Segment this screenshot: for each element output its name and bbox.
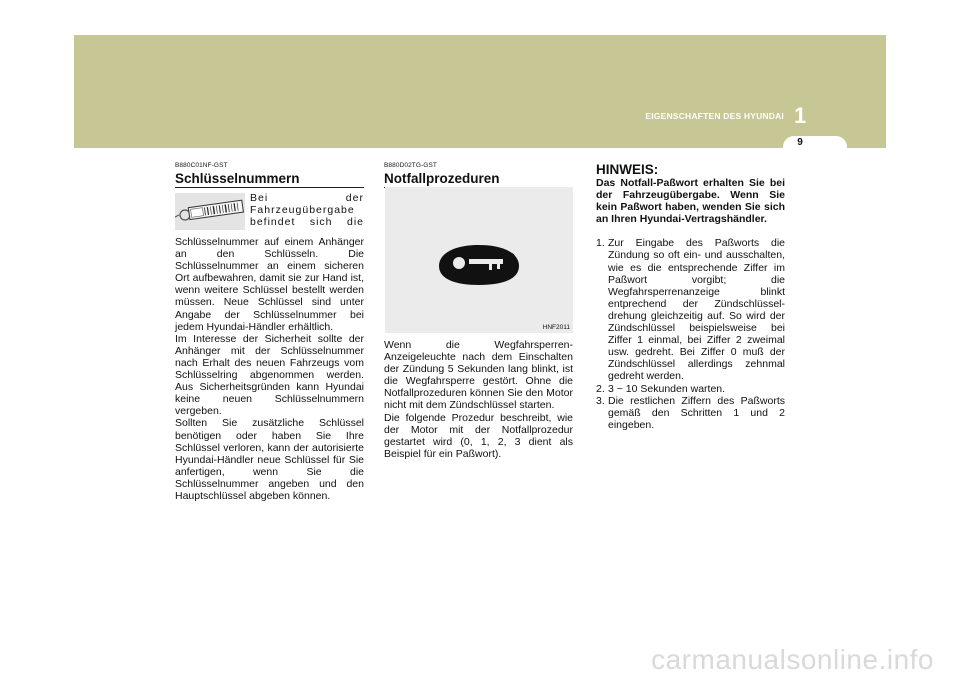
- intro-text: Bei der Fahrzeugübergabe befindet sich die: [250, 192, 364, 229]
- watermark: carmanualsonline.info: [651, 644, 934, 675]
- immobilizer-figure: [385, 187, 573, 333]
- header-band: [74, 35, 886, 148]
- procedure-steps: [596, 237, 785, 431]
- step-text: Zur Eingabe des Paßworts die Zündung so oft ein- und ausschalten, wie es die entsprechende Ziffer im Paßwort vorgibt; die Wegfahrsperrenanzeige blinkt entprechend der Zündschlüssel-drehung gleichzeitig auf. So wird der Zündschlüssel beispielsweise bei Ziffer 1 einmal, bei Ziffer 2 zweimal usw. gedreht. Bei Ziffer 0 muß der Zündschlüssel allerdings zehnmal gedreht werden.: [608, 237, 785, 383]
- key-tag-image: [175, 193, 245, 230]
- key-tag-icon: [175, 193, 245, 230]
- body-paragraph-2: Die folgende Prozedur beschreibt, wie der Motor mit der Notfallprozedur gestartet wird (0, 1, 2, 3 dient als Beispiel für ein Paßwort).: [384, 411, 573, 460]
- section-key-numbers: [175, 162, 364, 188]
- chapter-title: EIGENSCHAFTEN DES HYUNDAI: [645, 111, 784, 121]
- body-paragraph-1: Schlüsselnummer auf einem Anhänger an den Schlüsseln. Die Schlüsselnummer an einem sicheren Ort aufbewahren, damit sie zur Hand ist, wenn weitere Schlüssel bestellt werden müssen. Neue Schlüssel sind unter Angabe der Schlüsselnummer bei jedem Hyundai-Händler erhältlich.: [175, 236, 364, 333]
- step-number: 1.: [596, 237, 605, 250]
- note-heading: HINWEIS:: [596, 162, 659, 177]
- step-number: 3.: [596, 394, 605, 407]
- note-section: [596, 162, 785, 431]
- key-numbers-intro: [250, 192, 364, 228]
- note-bold-text: Das Notfall-Paßwort erhalten Sie bei der Fahrzeugübergabe. Wenn Sie kein Paßwort haben, wenden Sie sich an Ihren Hyundai-Vertragshändler.: [596, 177, 785, 226]
- page-number: 9: [797, 137, 803, 148]
- section-code: B880C01NF-GST: [175, 162, 228, 169]
- step-item: [596, 395, 785, 431]
- section-heading: Notfallprozeduren: [384, 171, 573, 188]
- figure-label: HNF2011: [542, 324, 570, 331]
- step-item: [596, 237, 785, 382]
- step-number: 2.: [596, 382, 605, 395]
- step-item: [596, 383, 785, 395]
- section-code: B880D02TG-GST: [384, 162, 437, 169]
- section-emergency-procedures: [384, 162, 573, 188]
- car-key-warning-icon: [385, 187, 573, 333]
- body-paragraph-2: Im Interesse der Sicherheit sollte der Anhänger mit der Schlüsselnummer nach Erhalt des neuen Fahrzeugs vom Schlüsselring abgenommen werden. Aus Sicherheitsgründen kann Hyundai keine neuen Schlüsselnummern vergeben.: [175, 332, 364, 418]
- chapter-number: 1: [794, 103, 807, 128]
- key-numbers-body: [175, 236, 364, 502]
- section-heading: Schlüsselnummern: [175, 171, 364, 188]
- step-text: Die restlichen Ziffern des Paßworts gemäß den Schritten 1 und 2 eingeben.: [608, 394, 785, 431]
- body-paragraph-1: Wenn die Wegfahrsperren-Anzeigeleuchte nach dem Einschalten der Zündung 5 Sekunden lang blinkt, ist die Wegfahrsperre gestört. Ohne die Notfallprozeduren können Sie den Motor nicht mit dem Zündschlüssel starten.: [384, 339, 573, 412]
- body-paragraph-3: Sollten Sie zusätzliche Schlüssel benötigen oder haben Sie Ihre Schlüssel verloren, kann der autorisierte Hyundai-Händler neue Schlüssel für Sie anfertigen, wenn Sie die Schlüsselnummer angeben und den Hauptschlüssel abgeben können.: [175, 417, 364, 502]
- step-text: 3 ~ 10 Sekunden warten.: [608, 382, 726, 395]
- emergency-body: [384, 339, 573, 460]
